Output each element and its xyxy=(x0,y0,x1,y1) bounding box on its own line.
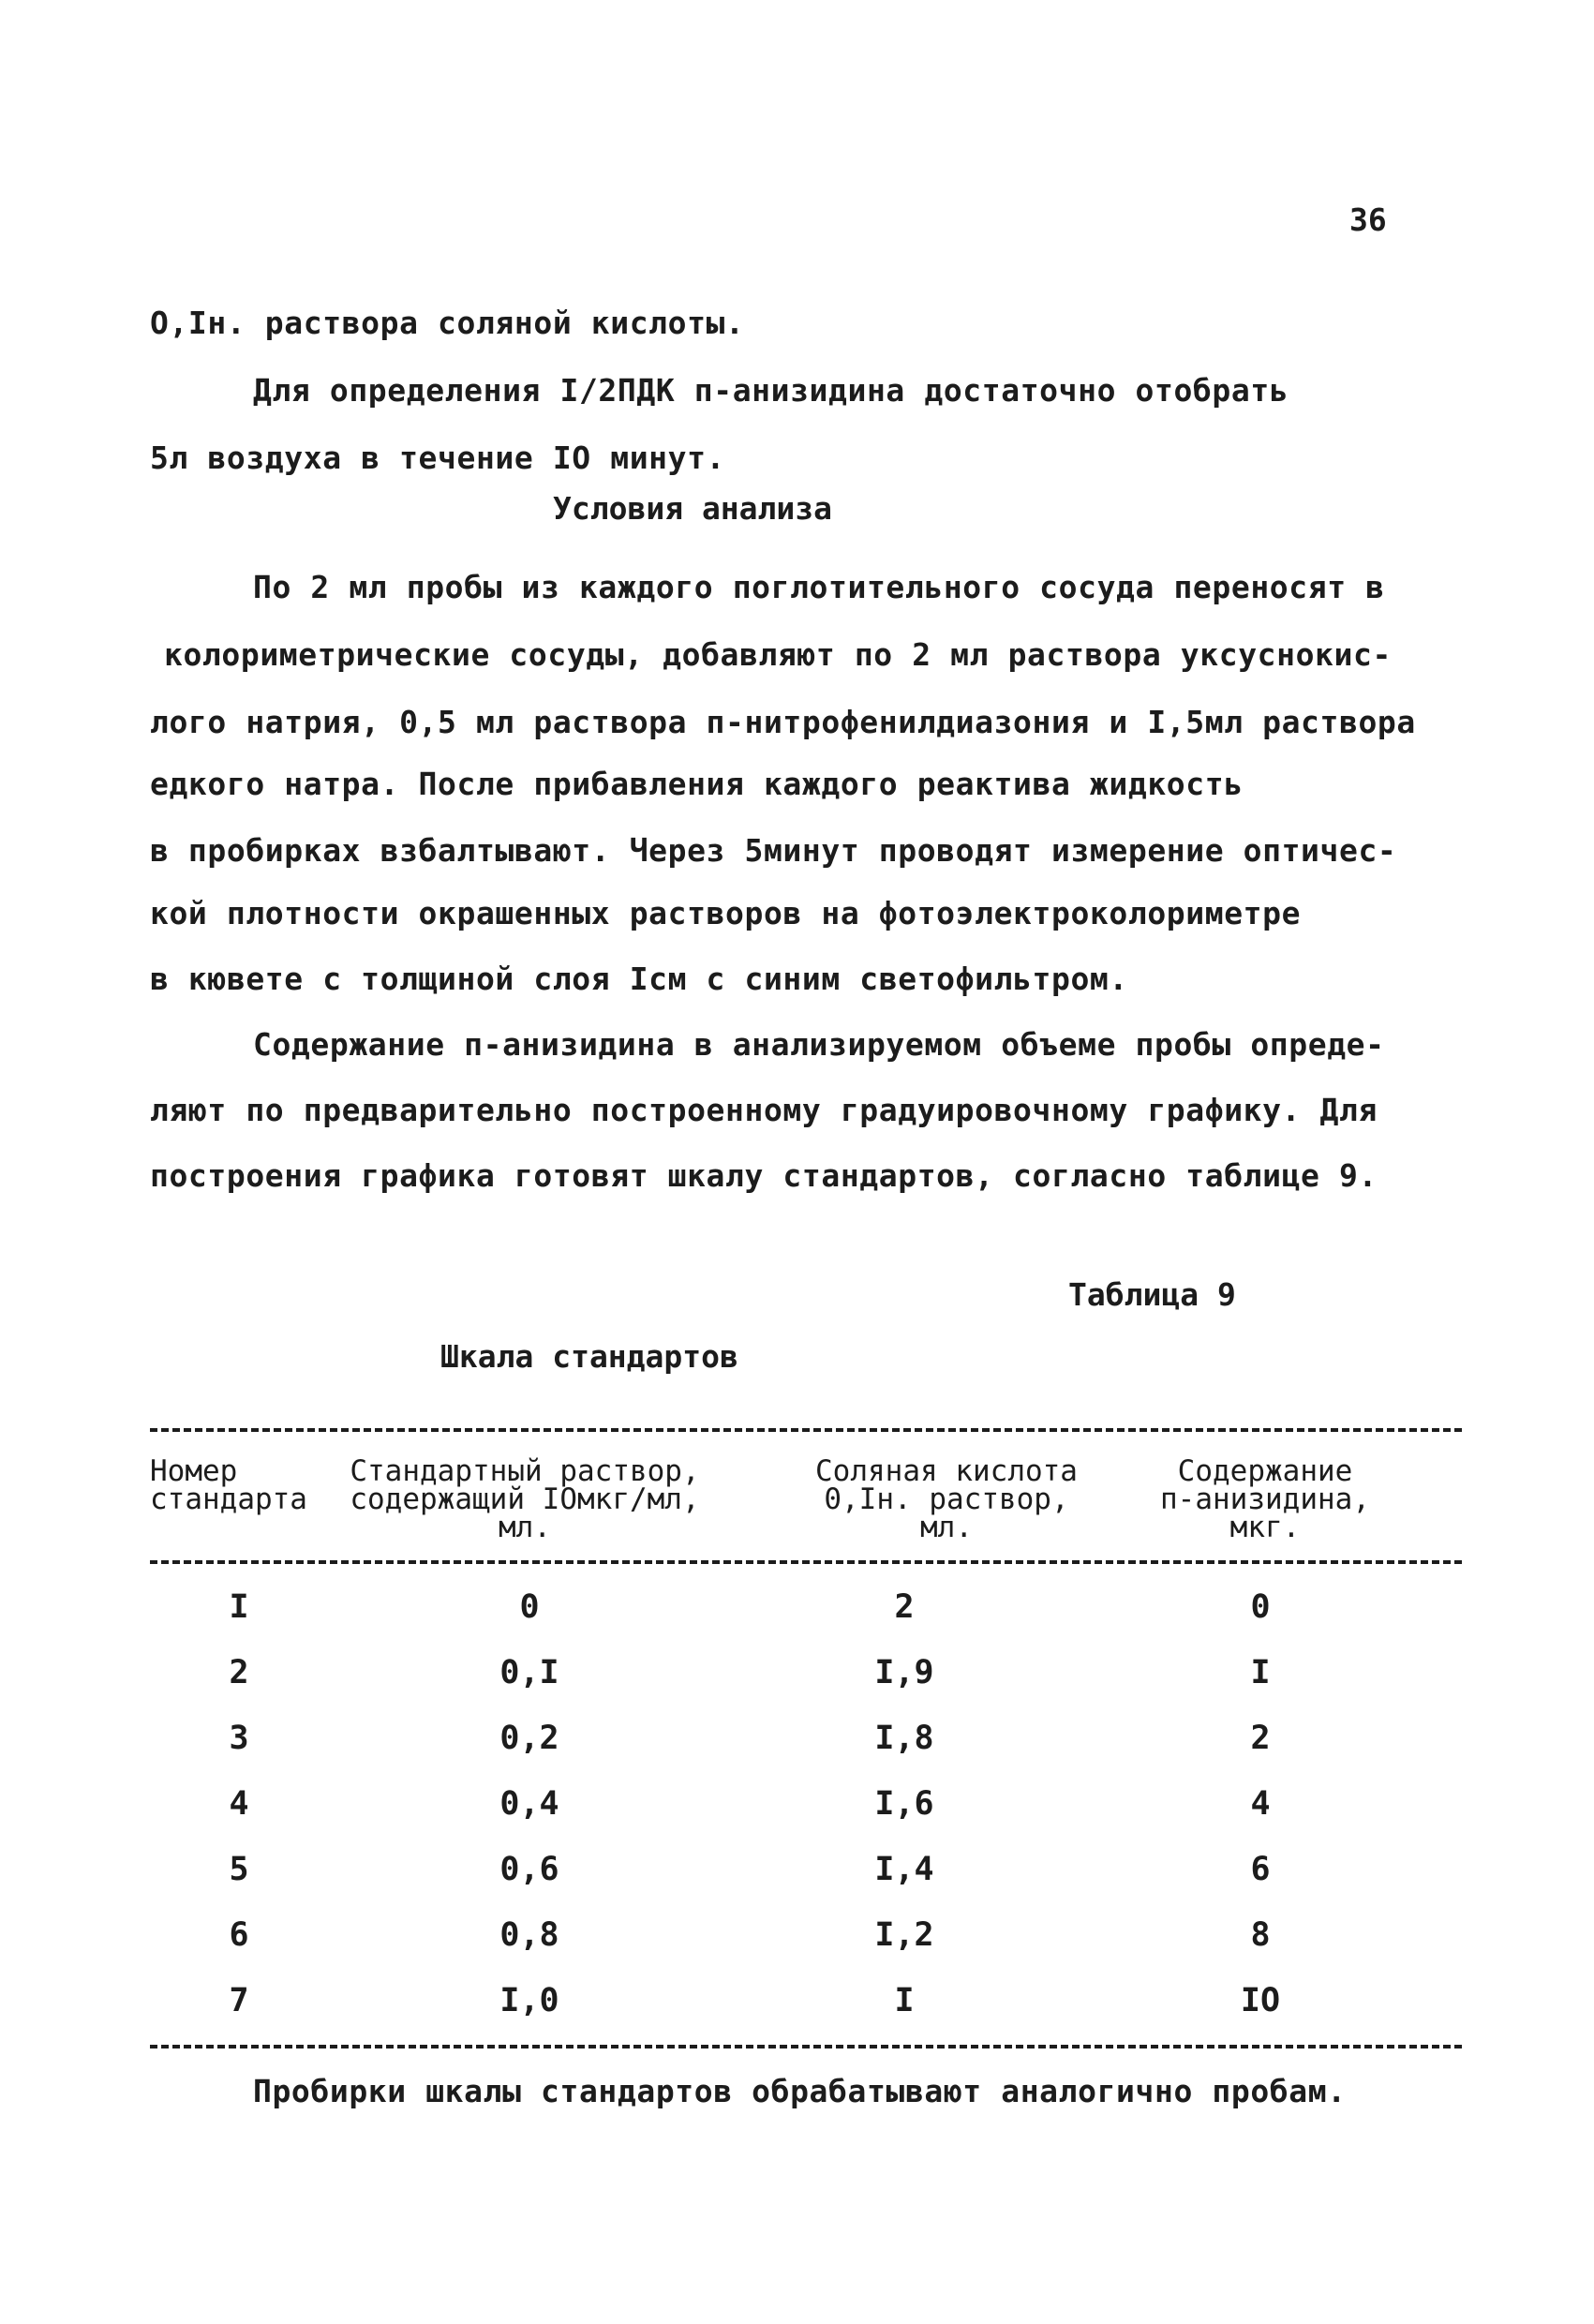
table-cell: I,6 xyxy=(874,1785,934,1823)
page-number: 36 xyxy=(1349,201,1387,238)
table-header-rule xyxy=(150,1560,1462,1564)
table-cell: I,9 xyxy=(874,1654,934,1691)
table-cell: 4 xyxy=(229,1785,249,1823)
text-line: ляют по предварительно построенному градуировочному графику. Для xyxy=(150,1092,1378,1128)
table-cell: I xyxy=(894,1982,915,2019)
table-title: Шкала стандартов xyxy=(440,1338,738,1375)
table-cell: 2 xyxy=(894,1588,915,1626)
table-header-cell: Содержание п-анизидина, мкг. xyxy=(1160,1454,1370,1544)
table-header-cell: Соляная кислота 0,Iн. раствор, мл. xyxy=(815,1454,1078,1544)
text-line: в пробирках взбалтывают. Через 5минут проводят измерение оптичес- xyxy=(150,832,1397,869)
table-cell: IO xyxy=(1240,1982,1281,2019)
section-heading: Условия анализа xyxy=(553,490,833,527)
table-cell: 0,4 xyxy=(499,1785,559,1823)
table-cell: 0,2 xyxy=(499,1720,559,1757)
table-cell: 0,6 xyxy=(499,1851,559,1888)
text-line: Содержание п-анизидина в анализируемом объеме пробы опреде- xyxy=(253,1026,1385,1063)
table-cell: I xyxy=(1250,1654,1271,1691)
text-line: О,Iн. раствора соляной кислоты. xyxy=(150,305,745,341)
text-line: колориметрические сосуды, добавляют по 2 мл раствора уксуснокис- xyxy=(164,636,1392,673)
text-line: в кювете с толщиной слоя Iсм с синим светофильтром. xyxy=(150,961,1128,997)
footer-note: Пробирки шкалы стандартов обрабатывают аналогично пробам. xyxy=(253,2073,1347,2109)
table-label: Таблица 9 xyxy=(1068,1276,1236,1313)
table-cell: 8 xyxy=(1250,1916,1271,1954)
table-bottom-rule xyxy=(150,2045,1462,2048)
text-line: кой плотности окрашенных растворов на фотоэлектроколориметре xyxy=(150,895,1302,931)
table-cell: 6 xyxy=(229,1916,249,1954)
table-cell: I,0 xyxy=(499,1982,559,2019)
table-cell: I,8 xyxy=(874,1720,934,1757)
table-header-cell: Стандартный раствор, содержащий IOмкг/мл, мл. xyxy=(350,1454,700,1544)
text-line: Для определения I/2ПДК п-анизидина достаточно отобрать xyxy=(253,372,1289,409)
table-top-rule xyxy=(150,1428,1462,1432)
table-cell: I,4 xyxy=(874,1851,934,1888)
table-cell: 3 xyxy=(229,1720,249,1757)
text-line: лого натрия, 0,5 мл раствора п-нитрофенилдиазония и I,5мл раствора xyxy=(150,704,1416,740)
table-cell: 2 xyxy=(1250,1720,1271,1757)
table-cell: 4 xyxy=(1250,1785,1271,1823)
table-cell: 5 xyxy=(229,1851,249,1888)
table-cell: I,2 xyxy=(874,1916,934,1954)
table-cell: 6 xyxy=(1250,1851,1271,1888)
table-header-cell: Номер стандарта xyxy=(150,1454,307,1516)
text-line: 5л воздуха в течение IO минут. xyxy=(150,439,726,476)
table-cell: 0,8 xyxy=(499,1916,559,1954)
text-line: По 2 мл пробы из каждого поглотительного сосуда переносят в xyxy=(253,569,1385,605)
table-cell: 2 xyxy=(229,1654,249,1691)
table-cell: 0,I xyxy=(499,1654,559,1691)
table-cell: I xyxy=(229,1588,249,1626)
text-line: едкого натра. После прибавления каждого реактива жидкость xyxy=(150,766,1244,802)
table-cell: 0 xyxy=(519,1588,540,1626)
table-cell: 0 xyxy=(1250,1588,1271,1626)
table-cell: 7 xyxy=(229,1982,249,2019)
text-line: построения графика готовят шкалу стандартов, согласно таблице 9. xyxy=(150,1157,1378,1194)
